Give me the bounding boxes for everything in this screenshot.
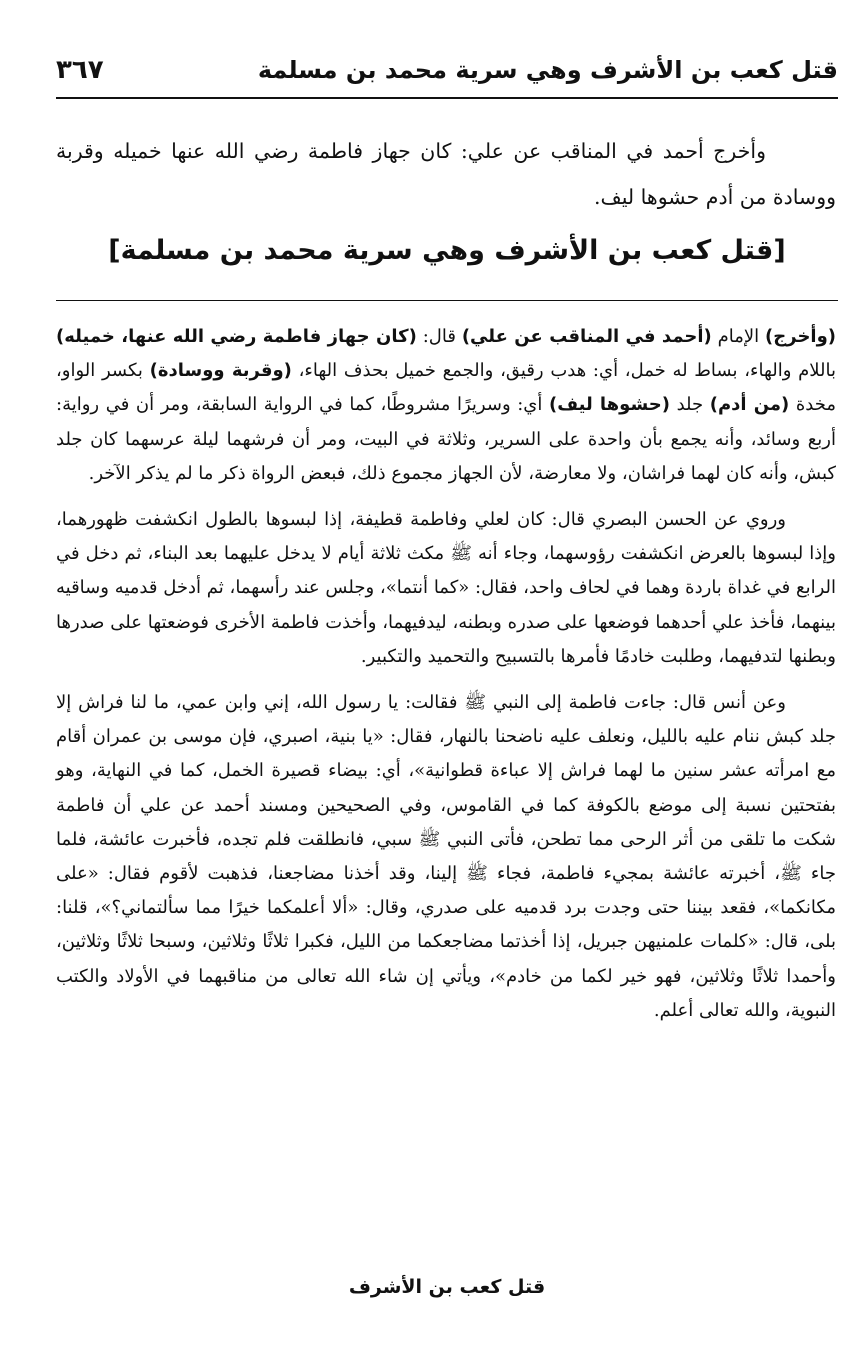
header-rule <box>56 97 838 99</box>
commentary-text: باللام والهاء، بساط له خمل، أي: هدب رقيق، والجمع خميل بحذف الهاء، <box>291 360 836 382</box>
section-title: [قتل كعب بن الأشرف وهي سرية محمد بن مسلمة] <box>108 235 786 266</box>
page-number: ٣٦٧ <box>56 55 104 85</box>
commentary <box>56 320 836 1040</box>
quoted-term: (حشوها ليف) <box>549 394 670 416</box>
running-title: قتل كعب بن الأشرف وهي سرية محمد بن مسلمة <box>257 56 838 84</box>
commentary-text: جلد <box>669 394 710 416</box>
commentary-paragraph-2 <box>56 503 836 674</box>
main-text-body: وأخرج أحمد في المناقب عن علي: كان جهاز فاطمة رضي الله عنها خميله وقربة ووسادة من أدم حشوها ليف. <box>56 139 836 209</box>
commentary-text: قال: <box>416 326 462 347</box>
quoted-term: (وأخرج) <box>765 326 837 347</box>
commentary-text: وعن أنس قال: جاءت فاطمة إلى النبي ﷺ فقالت: يا رسول الله، إني وابن عمي، ما لنا فراش إلا جلد كبش ننام عليه بالليل، ونعلف عليه ناضحنا بالنهار، فقال: «يا بنية، اصبري، فإن موسى بن عمران أقام مع امرأته عشر سنين ما لهما فراش إلا عباءة قطوانية»، أي: بيضاء قصيرة الخمل، كما في النهاية، وهو بفتحتين نسبة إلى موضع بالكوفة كما في القاموس، وفي الصحيحين ومسند أحمد عن علي أن فاطمة شكت ما تلقى من أثر الرحى مما تطحن، فأتى النبي ﷺ سبي، فانطلقت فلم تجده، فأخبرت عائشة، فلما جاء ﷺ، أخبرته عائشة بمجيء فاطمة، فجاء ﷺ إلينا، وقد أخذنا مضاجعنا، فذهبت لأقوم فقال: «على مكانكما»، فقعد بيننا حتى وجدت برد قدميه على صدري، وقال: «ألا أعلمكما خيرًا مما سألتماني؟»، قلنا: بلى، قال: «كلمات علمنيهن جبريل، إذا أخذتما مضاجعكما من الليل، فكبرا ثلاثًا وثلاثين، وسبحا ثلاثًا وثلاثين، وأحمدا ثلاثًا وثلاثين، فهو خير لكما من خادم»، ويأتي إن شاء الله تعالى من مناقبهما في الأولاد والكتب النبوية، والله تعالى أعلم. <box>56 692 837 1021</box>
main-text <box>56 128 836 220</box>
text-divider-rule <box>56 300 838 301</box>
commentary-text: أي: وسريرًا مشروطًا، كما في الرواية السابقة، ومر أن في رواية: أربع وسائد، وأنه يجمع بأن واحدة على السرير، وثلاثة في البيت، ومر أن فرشهما ليلة عرسهما كان جلد كبش، وأنه كان لهما فراشان، ولا معارضة، لأن الجهاز مجموع ذلك، فبعض الرواة ذكر ما لم يذكر الآخر. <box>56 394 836 484</box>
commentary-text: الإمام <box>711 326 766 347</box>
next-section-heading: قتل كعب بن الأشرف <box>348 1276 546 1298</box>
quoted-term: (أحمد في المناقب عن علي) <box>461 326 712 347</box>
commentary-paragraph-1 <box>56 320 836 491</box>
quoted-term: (وقربة ووسادة) <box>149 360 292 382</box>
commentary-paragraph-3 <box>56 686 836 1028</box>
commentary-text: بكسر الواو، مخدة <box>56 360 837 416</box>
quoted-term: (كان جهاز فاطمة رضي الله عنها، خميله) <box>56 326 417 347</box>
commentary-text: وروي عن الحسن البصري قال: كان لعلي وفاطمة قطيفة، إذا لبسوها بالطول انكشفت ظهورهما، وإذا لبسوها بالعرض انكشفت رؤوسهما، وجاء أنه ﷺ مكث ثلاثة أيام لا يدخل عليهما بعد البناء، ثم دخل في الرابع في غداة باردة وهما في لحاف واحد، فقال: «كما أنتما»، وجلس عند رأسهما، ثم أدخل قدميه وساقيه بينهما، فأخذ علي أحدهما فوضعها على صدره وبطنه، ليدفيهما، وأخذت فاطمة الأخرى فوضعتها على صدرها وبطنها لتدفيهما، وطلبت خادمًا فأمرها بالتسبيح والتحميد والتكبير. <box>56 509 836 667</box>
quoted-term: (من أدم) <box>709 394 790 416</box>
